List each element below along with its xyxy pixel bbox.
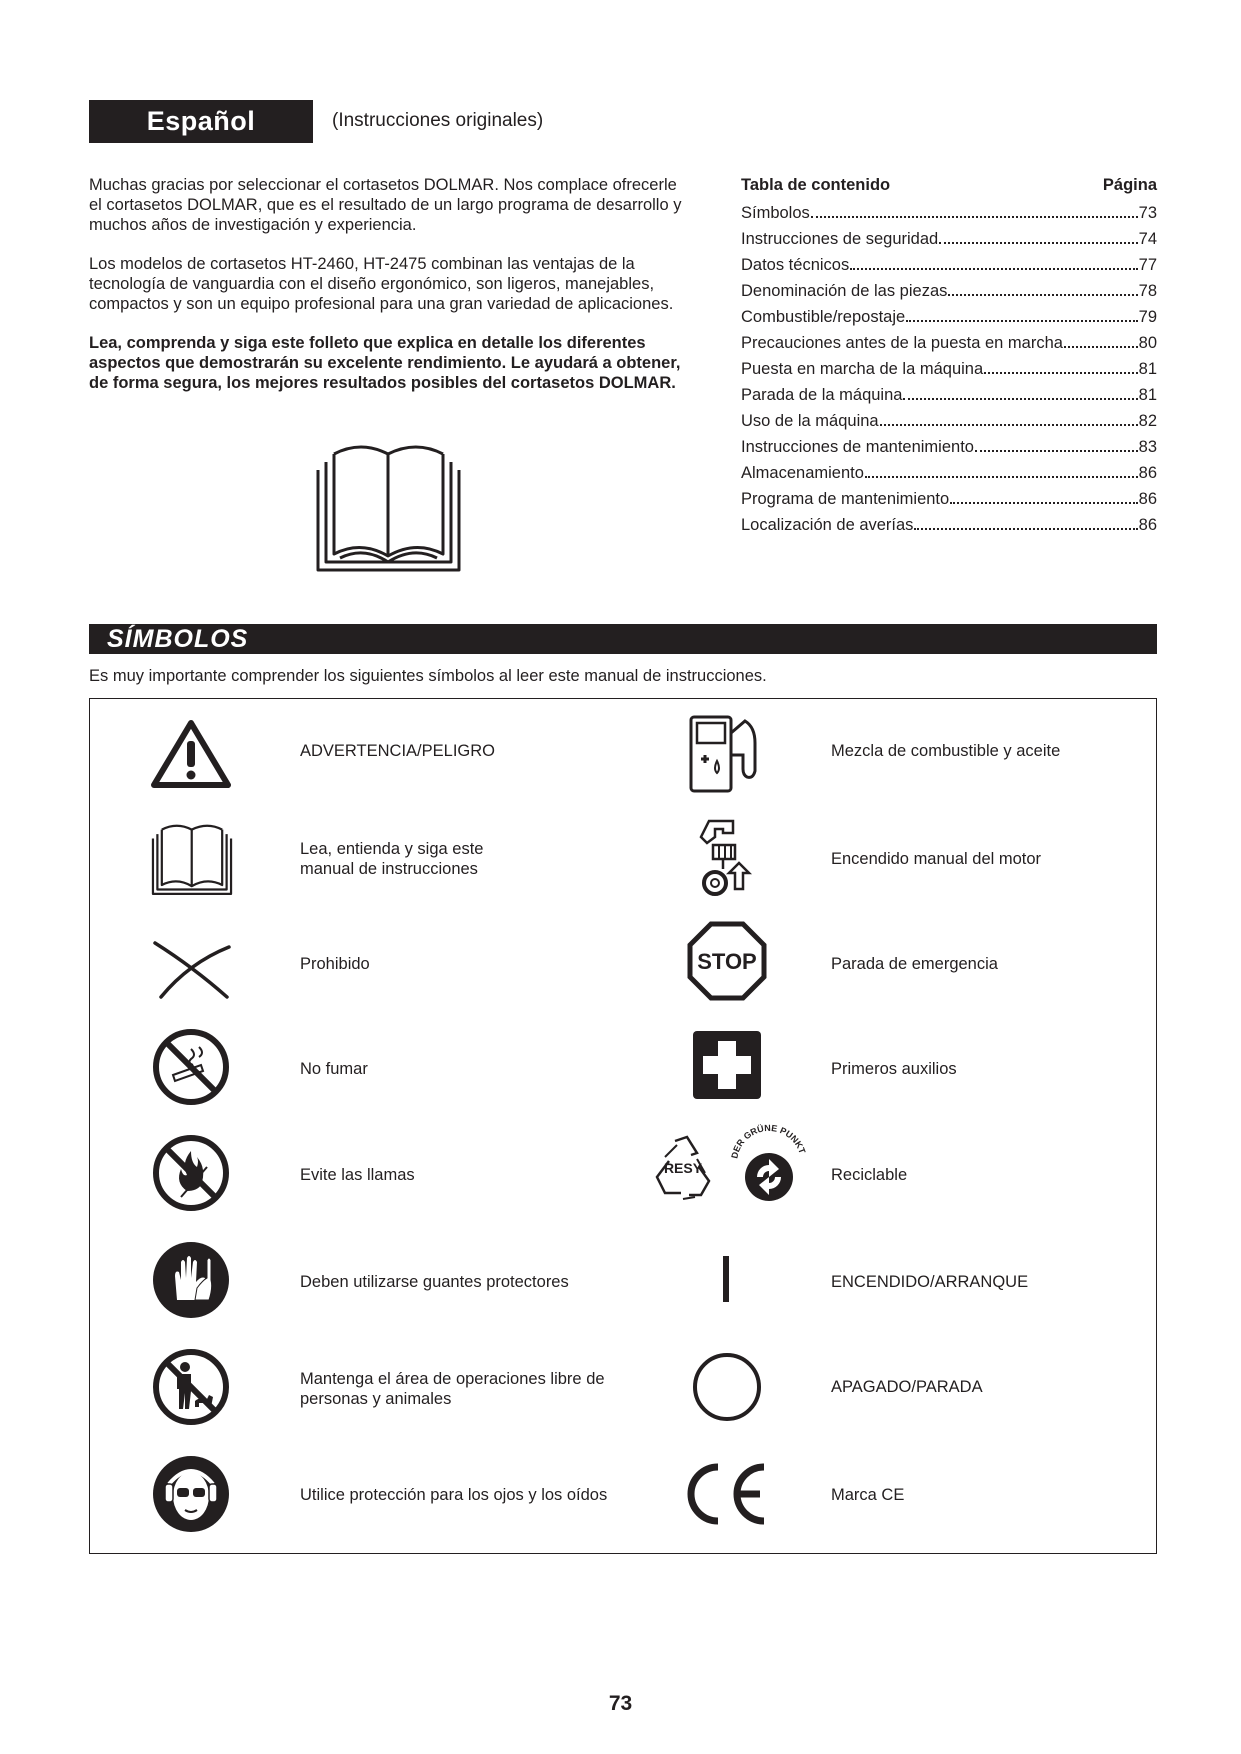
green-dot-icon (723, 1119, 813, 1209)
toc-entry (741, 282, 1157, 308)
symbol-label (300, 1369, 605, 1409)
symbol-label: No fumar (300, 1060, 368, 1078)
symbol-label-line: Mantenga el área de operaciones libre de (300, 1370, 605, 1388)
symbol-label: Prohibido (300, 955, 370, 973)
symbols-heading-bar (89, 624, 1157, 654)
toc-entry-title: Datos técnicos (741, 256, 850, 274)
toc-entry (741, 308, 1157, 334)
toc-entry-page: 81 (1138, 360, 1157, 378)
fuel-pump-icon (687, 713, 763, 793)
toc-entry (741, 256, 1157, 282)
symbol-label: Marca CE (831, 1486, 905, 1504)
toc-entry (741, 386, 1157, 412)
symbol-label (300, 839, 483, 879)
gloves-icon (151, 1240, 231, 1320)
prohibited-cross-icon (153, 939, 231, 1001)
toc-entry (741, 438, 1157, 464)
toc-entry (741, 334, 1157, 360)
symbol-label: Evite las llamas (300, 1166, 415, 1184)
toc-entry-title: Combustible/repostaje (741, 308, 906, 326)
symbol-label-line: manual de instrucciones (300, 860, 478, 878)
toc-entry (741, 204, 1157, 230)
toc-entry-title: Almacenamiento (741, 464, 864, 482)
toc-entry-page: 74 (1138, 230, 1157, 248)
symbol-label: Mezcla de combustible y aceite (831, 742, 1061, 760)
symbol-label: Primeros auxilios (831, 1060, 957, 1078)
intro-paragraph: Los modelos de cortasetos HT-2460, HT-2475 combinan las ventajas de la tecnología de vanguardia con el diseño ergonómico, son ligeros, manejables, compactos y son un equipo profesional para una gran variedad de aplicaciones. (89, 255, 674, 313)
toc-entry-title: Precauciones antes de la puesta en marcha (741, 334, 1063, 352)
toc-entry-page: 78 (1138, 282, 1157, 300)
toc-entry-page: 86 (1138, 490, 1157, 508)
symbol-label: Reciclable (831, 1166, 908, 1184)
toc-entry (741, 516, 1157, 542)
toc-entry-page: 86 (1138, 464, 1157, 482)
toc-entry-title: Parada de la máquina (741, 386, 903, 404)
toc-entry-page: 80 (1138, 334, 1157, 352)
intro-paragraph: Muchas gracias por seleccionar el cortasetos DOLMAR. Nos complace ofrecerle el cortasetos DOLMAR, que es el resultado de un largo programa de desarrollo y muchos años de investigación y experiencia. (89, 176, 682, 234)
toc-entry-page: 77 (1138, 256, 1157, 274)
toc-entry-page: 73 (1138, 204, 1157, 222)
manual-start-icon (693, 817, 753, 899)
language-heading: Español (89, 100, 313, 143)
table-of-contents (741, 176, 1157, 542)
recycling-icon (647, 1131, 719, 1203)
symbol-label: Utilice protección para los ojos y los oídos (300, 1486, 608, 1504)
toc-entry (741, 412, 1157, 438)
no-smoking-icon (151, 1027, 231, 1107)
toc-page-header: Página (1102, 176, 1157, 194)
toc-entry-page: 82 (1138, 412, 1157, 430)
read-manual-icon (316, 442, 461, 572)
page-number: 73 (608, 1692, 633, 1715)
toc-entry-title: Denominación de las piezas (741, 282, 948, 300)
toc-entry (741, 360, 1157, 386)
ce-mark-icon (684, 1461, 768, 1527)
symbols-intro: Es muy importante comprender los siguientes símbolos al leer este manual de instrucciones. (89, 667, 767, 685)
toc-entry-title: Puesta en marcha de la máquina (741, 360, 984, 378)
toc-entry-page: 83 (1138, 438, 1157, 456)
toc-entry-title: Localización de averías (741, 516, 914, 534)
on-switch-icon (720, 1254, 732, 1304)
toc-title: Tabla de contenido (741, 176, 891, 194)
keep-bystanders-away-icon (151, 1347, 231, 1427)
symbol-label: APAGADO/PARADA (831, 1378, 983, 1396)
language-subtitle: (Instrucciones originales) (332, 110, 544, 131)
symbol-label: ADVERTENCIA/PELIGRO (300, 742, 495, 760)
off-switch-icon (691, 1351, 763, 1423)
symbol-label: Encendido manual del motor (831, 850, 1042, 868)
toc-entry-title: Instrucciones de mantenimiento (741, 438, 974, 456)
symbol-label: Parada de emergencia (831, 955, 998, 973)
intro-paragraph-bold: Lea, comprenda y siga este folleto que explica en detalle los diferentes aspectos que demostrarán su excelente rendimiento. Le ayudará a obtener, de forma segura, los mejores resultados posibles del cortasetos DOLMAR. (89, 334, 681, 392)
toc-entry-title: Instrucciones de seguridad (741, 230, 939, 248)
resy-text: RESY (663, 1160, 703, 1176)
toc-entry-title: Símbolos (741, 204, 810, 222)
toc-entry-page: 81 (1138, 386, 1157, 404)
no-open-flame-icon (151, 1133, 231, 1213)
symbol-label: ENCENDIDO/ARRANQUE (831, 1273, 1029, 1291)
symbol-label-line: personas y animales (300, 1390, 452, 1408)
stop-sign-text: STOP (697, 949, 757, 974)
eye-ear-protection-icon (151, 1454, 231, 1534)
green-dot-text: DER GRÜNE PUNKT (729, 1122, 808, 1160)
symbol-label-line: Lea, entienda y siga este (300, 840, 484, 858)
first-aid-icon (691, 1029, 763, 1101)
symbol-label: Deben utilizarse guantes protectores (300, 1273, 569, 1291)
symbols-table (89, 698, 1157, 1554)
read-manual-icon (151, 823, 233, 895)
symbols-title: SÍMBOLOS (107, 625, 249, 653)
warning-triangle-icon (151, 719, 231, 789)
toc-entry-title: Uso de la máquina (741, 412, 879, 430)
toc-entry (741, 464, 1157, 490)
stop-sign-icon (687, 921, 767, 1001)
intro-text (89, 175, 689, 412)
toc-entry (741, 490, 1157, 516)
toc-entry-title: Programa de mantenimiento (741, 490, 950, 508)
toc-header (741, 176, 1157, 196)
toc-entry-page: 79 (1138, 308, 1157, 326)
toc-entry-page: 86 (1138, 516, 1157, 534)
toc-entry (741, 230, 1157, 256)
